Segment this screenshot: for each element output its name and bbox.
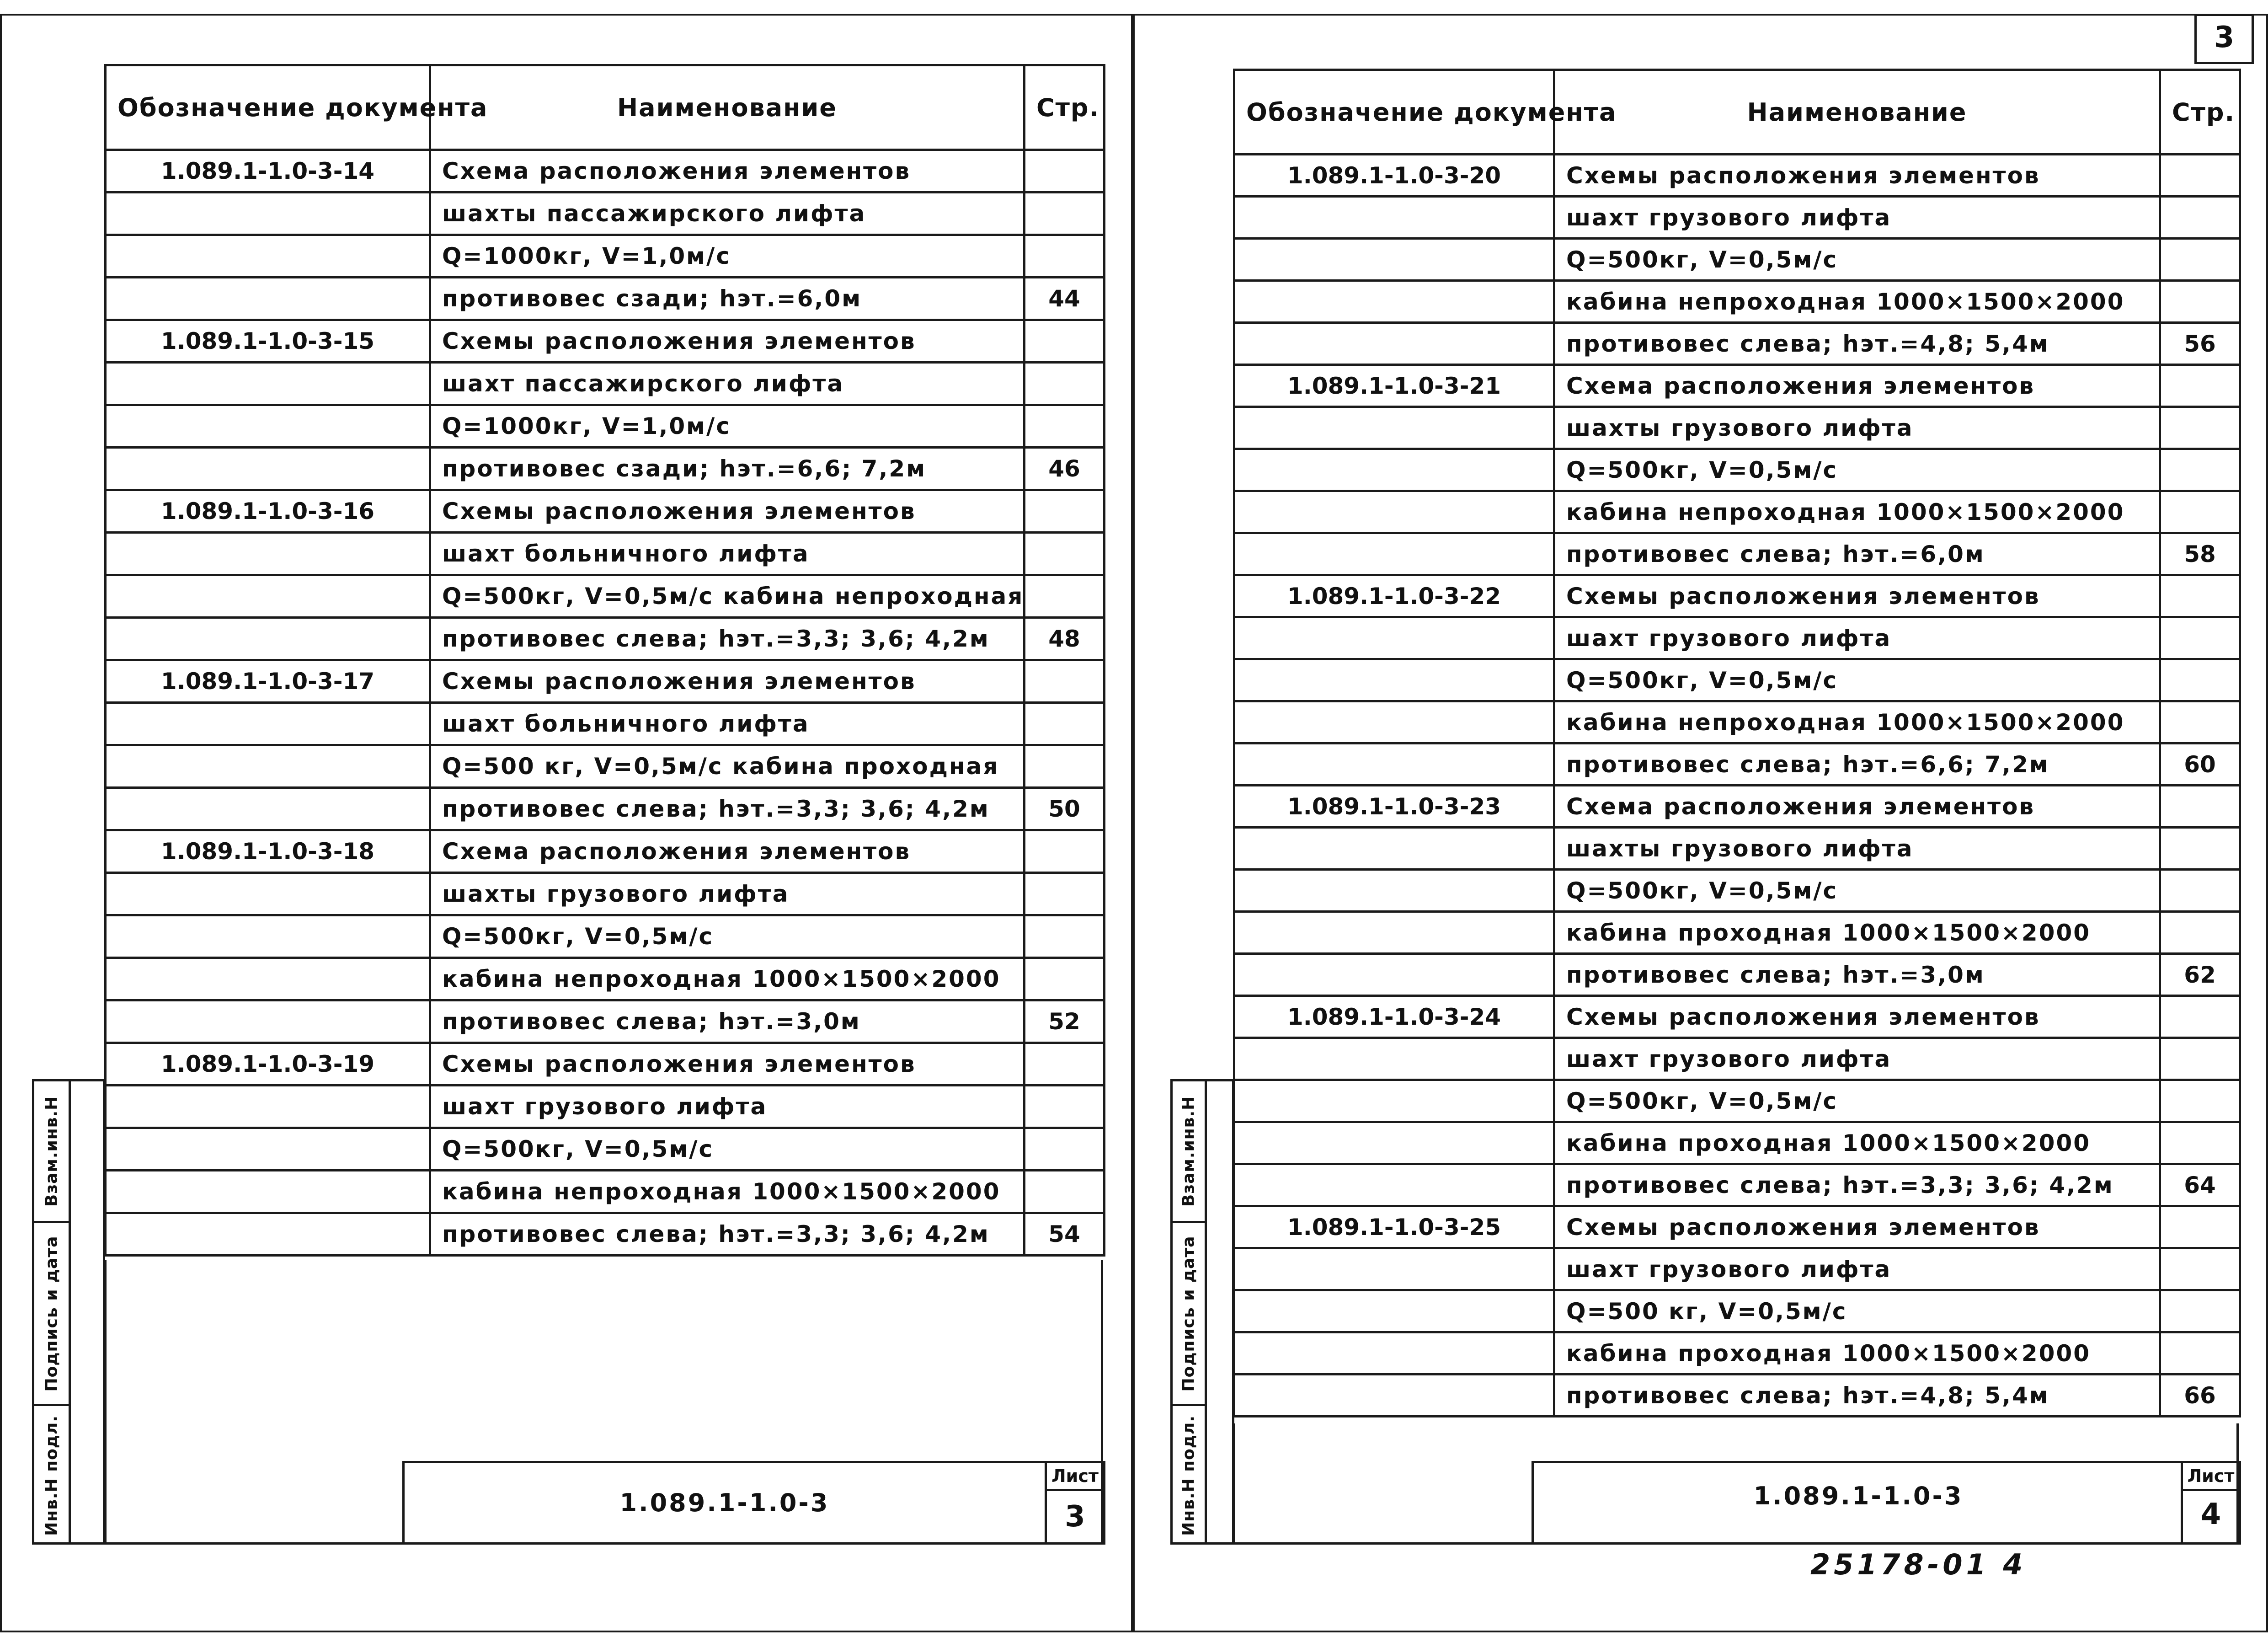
- row-page: [1025, 958, 1105, 1000]
- row-name: шахт больничного лифта: [430, 533, 1025, 575]
- row-doc-designation: [1234, 407, 1554, 449]
- row-doc-designation: [106, 788, 430, 830]
- row-page: [2160, 491, 2240, 533]
- row-doc-designation: [106, 575, 430, 618]
- row-page: [2160, 155, 2240, 197]
- row-name: противовес слева; hэт.=4,8; 5,4м: [1554, 323, 2160, 365]
- row-doc-designation: [106, 745, 430, 788]
- row-doc-designation: [1234, 239, 1554, 281]
- row-name: Q=500кг, V=0,5м/с: [430, 915, 1025, 958]
- row-name: противовес слева; hэт.=3,0м: [1554, 954, 2160, 996]
- table-row: [106, 873, 1105, 915]
- row-doc-designation: [1234, 323, 1554, 365]
- table-row: [106, 490, 1105, 533]
- row-page: 66: [2160, 1375, 2240, 1417]
- row-doc-designation: [1234, 1290, 1554, 1332]
- table-row: [1234, 575, 2240, 617]
- row-page: 54: [1025, 1213, 1105, 1256]
- row-doc-designation: [106, 703, 430, 745]
- row-name: Схемы расположения элементов: [430, 490, 1025, 533]
- row-name: Q=500кг, V=0,5м/с: [1554, 239, 2160, 281]
- row-doc-designation: [106, 1086, 430, 1128]
- row-doc-designation: [106, 1128, 430, 1171]
- table-row: [106, 1171, 1105, 1213]
- row-doc-designation: [106, 193, 430, 235]
- row-name: Схемы расположения элементов: [430, 1043, 1025, 1086]
- header-name: Наименование: [1554, 70, 2160, 155]
- row-doc-designation: [1234, 281, 1554, 323]
- side-label-ref: Взам.инв.Н: [42, 1096, 61, 1207]
- table-row: [1234, 1206, 2240, 1248]
- table-row: [1234, 323, 2240, 365]
- row-doc-designation: 1.089.1-1.0-3-22: [1234, 575, 1554, 617]
- left-sheet-label: Лист: [1047, 1466, 1103, 1491]
- row-page: [2160, 197, 2240, 239]
- row-doc-designation: 1.089.1-1.0-3-18: [106, 830, 430, 873]
- row-doc-designation: [106, 1171, 430, 1213]
- row-name: противовес слева; hэт.=6,0м: [1554, 533, 2160, 575]
- table-row: [106, 405, 1105, 448]
- table-row: [106, 1128, 1105, 1171]
- row-name: Схемы расположения элементов: [1554, 1206, 2160, 1248]
- table-row: [1234, 491, 2240, 533]
- row-doc-designation: [1234, 1248, 1554, 1290]
- table-row: [1234, 1080, 2240, 1122]
- row-page: [1025, 363, 1105, 405]
- table-row: [1234, 912, 2240, 954]
- row-page: [2160, 449, 2240, 491]
- right-contents-table: [1233, 69, 2241, 1417]
- row-name: противовес сзади; hэт.=6,0м: [430, 278, 1025, 320]
- row-doc-designation: [1234, 828, 1554, 870]
- row-page: [2160, 1038, 2240, 1080]
- row-name: шахт пассажирского лифта: [430, 363, 1025, 405]
- row-page: [2160, 239, 2240, 281]
- row-doc-designation: [1234, 1038, 1554, 1080]
- row-doc-designation: [1234, 617, 1554, 659]
- table-row: [106, 150, 1105, 193]
- row-page: [1025, 745, 1105, 788]
- left-title-code: 1.089.1-1.0-3: [619, 1488, 830, 1517]
- row-name: Q=500 кг, V=0,5м/с кабина проходная: [430, 745, 1025, 788]
- row-doc-designation: [106, 533, 430, 575]
- table-row: [1234, 407, 2240, 449]
- row-page: [1025, 1086, 1105, 1128]
- row-name: кабина непроходная 1000×1500×2000: [430, 1171, 1025, 1213]
- table-row: [106, 1213, 1105, 1256]
- row-name: Схема расположения элементов: [430, 830, 1025, 873]
- row-doc-designation: [1234, 449, 1554, 491]
- row-doc-designation: [1234, 1122, 1554, 1164]
- table-row: [1234, 996, 2240, 1038]
- row-page: [2160, 786, 2240, 828]
- table-row: [1234, 239, 2240, 281]
- row-page: [2160, 1080, 2240, 1122]
- row-name: Q=500кг, V=0,5м/с: [1554, 870, 2160, 912]
- row-page: 64: [2160, 1164, 2240, 1206]
- row-doc-designation: 1.089.1-1.0-3-16: [106, 490, 430, 533]
- row-name: Схемы расположения элементов: [430, 320, 1025, 363]
- row-doc-designation: [1234, 533, 1554, 575]
- table-row: [106, 703, 1105, 745]
- row-name: Q=500кг, V=0,5м/с: [1554, 659, 2160, 701]
- row-name: Схемы расположения элементов: [430, 660, 1025, 703]
- row-name: Схемы расположения элементов: [1554, 575, 2160, 617]
- row-name: шахт грузового лифта: [1554, 1038, 2160, 1080]
- row-doc-designation: 1.089.1-1.0-3-24: [1234, 996, 1554, 1038]
- row-name: Схемы расположения элементов: [1554, 996, 2160, 1038]
- row-doc-designation: [1234, 1164, 1554, 1206]
- table-row: [106, 1043, 1105, 1086]
- row-page: [2160, 407, 2240, 449]
- row-page: [2160, 1290, 2240, 1332]
- row-name: шахт больничного лифта: [430, 703, 1025, 745]
- table-row: [1234, 659, 2240, 701]
- row-name: противовес слева; hэт.=3,3; 3,6; 4,2м: [430, 788, 1025, 830]
- table-row: [1234, 1248, 2240, 1290]
- side-cell-sign: [34, 1221, 71, 1404]
- side-cell-orig: [34, 1404, 71, 1545]
- row-page: [2160, 1248, 2240, 1290]
- row-page: [1025, 150, 1105, 193]
- row-page: [2160, 828, 2240, 870]
- table-row: [106, 193, 1105, 235]
- row-name: Схема расположения элементов: [1554, 786, 2160, 828]
- row-page: 46: [1025, 448, 1105, 490]
- table-row: [106, 660, 1105, 703]
- row-page: [1025, 235, 1105, 278]
- row-name: кабина непроходная 1000×1500×2000: [1554, 701, 2160, 743]
- row-doc-designation: 1.089.1-1.0-3-25: [1234, 1206, 1554, 1248]
- row-doc-designation: [1234, 659, 1554, 701]
- row-name: Q=1000кг, V=1,0м/с: [430, 405, 1025, 448]
- row-doc-designation: 1.089.1-1.0-3-14: [106, 150, 430, 193]
- row-name: шахт грузового лифта: [430, 1086, 1025, 1128]
- right-sheet-label: Лист: [2183, 1466, 2239, 1491]
- row-page: [2160, 701, 2240, 743]
- table-row: [106, 320, 1105, 363]
- table-row: [106, 830, 1105, 873]
- row-name: шахты грузового лифта: [1554, 407, 2160, 449]
- table-row: [106, 915, 1105, 958]
- table-row: [1234, 449, 2240, 491]
- header-page: Стр.: [2160, 70, 2240, 155]
- row-name: противовес слева; hэт.=6,6; 7,2м: [1554, 743, 2160, 786]
- table-row: [1234, 701, 2240, 743]
- row-page: [1025, 405, 1105, 448]
- row-doc-designation: 1.089.1-1.0-3-20: [1234, 155, 1554, 197]
- table-row: [106, 363, 1105, 405]
- row-name: кабина проходная 1000×1500×2000: [1554, 912, 2160, 954]
- left-table-body: [106, 150, 1105, 1256]
- row-doc-designation: [1234, 491, 1554, 533]
- table-row: [1234, 197, 2240, 239]
- row-page: 52: [1025, 1000, 1105, 1043]
- table-row: [1234, 1164, 2240, 1206]
- row-page: 44: [1025, 278, 1105, 320]
- row-page: [1025, 830, 1105, 873]
- right-table-body: [1234, 155, 2240, 1417]
- table-row: [106, 448, 1105, 490]
- row-doc-designation: 1.089.1-1.0-3-19: [106, 1043, 430, 1086]
- row-doc-designation: [106, 1213, 430, 1256]
- table-row: [1234, 1375, 2240, 1417]
- row-name: кабина непроходная 1000×1500×2000: [430, 958, 1025, 1000]
- row-page: [1025, 320, 1105, 363]
- right-sheet-box: [2181, 1461, 2241, 1545]
- row-page: [2160, 870, 2240, 912]
- row-name: Схема расположения элементов: [1554, 365, 2160, 407]
- table-row: [1234, 281, 2240, 323]
- row-name: кабина непроходная 1000×1500×2000: [1554, 491, 2160, 533]
- row-page: [2160, 281, 2240, 323]
- row-name: Схема расположения элементов: [430, 150, 1025, 193]
- table-row: [1234, 533, 2240, 575]
- right-side-stamp-column: [1170, 1079, 1234, 1545]
- table-row: [1234, 155, 2240, 197]
- row-name: Q=500кг, V=0,5м/с: [1554, 1080, 2160, 1122]
- row-name: противовес слева; hэт.=4,8; 5,4м: [1554, 1375, 2160, 1417]
- archive-stamp: 25178-01 4: [1810, 1548, 2027, 1581]
- right-sheet-number: 4: [2200, 1498, 2221, 1531]
- row-doc-designation: [106, 405, 430, 448]
- table-row: [106, 958, 1105, 1000]
- row-doc-designation: [1234, 870, 1554, 912]
- table-row: [1234, 1038, 2240, 1080]
- table-row: [1234, 743, 2240, 786]
- table-row: [1234, 365, 2240, 407]
- table-row: [106, 235, 1105, 278]
- row-page: 50: [1025, 788, 1105, 830]
- row-doc-designation: [1234, 954, 1554, 996]
- row-page: [1025, 490, 1105, 533]
- row-doc-designation: [106, 448, 430, 490]
- row-name: Q=500кг, V=0,5м/с кабина непроходная: [430, 575, 1025, 618]
- row-page: 48: [1025, 618, 1105, 660]
- row-name: противовес слева; hэт.=3,0м: [430, 1000, 1025, 1043]
- left-title-block: [402, 1461, 1103, 1545]
- header-page: Стр.: [1025, 65, 1105, 150]
- right-title-block: [1532, 1461, 2239, 1545]
- row-name: Q=500кг, V=0,5м/с: [430, 1128, 1025, 1171]
- row-name: шахты грузового лифта: [1554, 828, 2160, 870]
- side-label-ref: Взам.инв.Н: [1179, 1096, 1198, 1207]
- row-doc-designation: [1234, 912, 1554, 954]
- table-row: [1234, 786, 2240, 828]
- row-name: противовес слева; hэт.=3,3; 3,6; 4,2м: [1554, 1164, 2160, 1206]
- table-row: [1234, 1290, 2240, 1332]
- left-contents-table: [104, 64, 1105, 1257]
- row-name: противовес сзади; hэт.=6,6; 7,2м: [430, 448, 1025, 490]
- row-doc-designation: [106, 618, 430, 660]
- row-page: [2160, 575, 2240, 617]
- table-row: [1234, 1122, 2240, 1164]
- corner-sheet-box: [2194, 14, 2254, 64]
- side-label-orig: Инв.Н подл.: [42, 1415, 61, 1536]
- side-label-sign: Подпись и дата: [1179, 1236, 1198, 1391]
- left-side-stamp-column: [32, 1079, 105, 1545]
- header-doc-designation: Обозначение документа: [1234, 70, 1554, 155]
- row-name: шахты пассажирского лифта: [430, 193, 1025, 235]
- header-name: Наименование: [430, 65, 1025, 150]
- row-name: противовес слева; hэт.=3,3; 3,6; 4,2м: [430, 618, 1025, 660]
- row-name: Q=500 кг, V=0,5м/с: [1554, 1290, 2160, 1332]
- side-label-sign: Подпись и дата: [42, 1236, 61, 1391]
- table-row: [106, 1086, 1105, 1128]
- row-doc-designation: [1234, 743, 1554, 786]
- row-page: [2160, 659, 2240, 701]
- row-page: [1025, 533, 1105, 575]
- row-page: [2160, 912, 2240, 954]
- row-page: [1025, 1043, 1105, 1086]
- row-name: кабина проходная 1000×1500×2000: [1554, 1332, 2160, 1375]
- row-doc-designation: [1234, 701, 1554, 743]
- right-title-code: 1.089.1-1.0-3: [1753, 1482, 1964, 1510]
- table-row: [106, 1000, 1105, 1043]
- row-page: [1025, 703, 1105, 745]
- table-row: [106, 745, 1105, 788]
- row-doc-designation: 1.089.1-1.0-3-15: [106, 320, 430, 363]
- row-name: шахт грузового лифта: [1554, 617, 2160, 659]
- side-cell-sign: [1173, 1221, 1207, 1404]
- side-cell-ref: [1173, 1081, 1207, 1221]
- row-page: 58: [2160, 533, 2240, 575]
- row-doc-designation: [1234, 1375, 1554, 1417]
- row-page: [2160, 996, 2240, 1038]
- row-doc-designation: [106, 278, 430, 320]
- row-doc-designation: [106, 915, 430, 958]
- table-row: [106, 788, 1105, 830]
- corner-sheet-number: 3: [2214, 21, 2235, 54]
- row-page: 60: [2160, 743, 2240, 786]
- side-cell-ref: [34, 1081, 71, 1221]
- row-page: [1025, 915, 1105, 958]
- row-page: [1025, 660, 1105, 703]
- row-page: [1025, 1171, 1105, 1213]
- row-name: Q=500кг, V=0,5м/с: [1554, 449, 2160, 491]
- side-cell-orig: [1173, 1404, 1207, 1545]
- row-name: Схемы расположения элементов: [1554, 155, 2160, 197]
- row-page: [2160, 365, 2240, 407]
- row-doc-designation: 1.089.1-1.0-3-23: [1234, 786, 1554, 828]
- row-page: [2160, 1332, 2240, 1375]
- row-page: [2160, 1206, 2240, 1248]
- row-page: 56: [2160, 323, 2240, 365]
- row-name: кабина непроходная 1000×1500×2000: [1554, 281, 2160, 323]
- row-page: [1025, 1128, 1105, 1171]
- row-page: [2160, 1122, 2240, 1164]
- row-page: 62: [2160, 954, 2240, 996]
- table-row: [106, 575, 1105, 618]
- row-doc-designation: [106, 873, 430, 915]
- table-row: [106, 533, 1105, 575]
- row-doc-designation: 1.089.1-1.0-3-17: [106, 660, 430, 703]
- row-name: шахт грузового лифта: [1554, 1248, 2160, 1290]
- row-name: противовес слева; hэт.=3,3; 3,6; 4,2м: [430, 1213, 1025, 1256]
- table-row: [1234, 617, 2240, 659]
- row-name: Q=1000кг, V=1,0м/с: [430, 235, 1025, 278]
- table-row: [1234, 1332, 2240, 1375]
- row-doc-designation: [106, 235, 430, 278]
- row-name: кабина проходная 1000×1500×2000: [1554, 1122, 2160, 1164]
- row-page: [1025, 193, 1105, 235]
- row-doc-designation: [1234, 1080, 1554, 1122]
- row-doc-designation: [106, 958, 430, 1000]
- row-page: [1025, 575, 1105, 618]
- row-doc-designation: [1234, 1332, 1554, 1375]
- table-row: [106, 618, 1105, 660]
- row-doc-designation: [1234, 197, 1554, 239]
- row-page: [2160, 617, 2240, 659]
- table-row: [106, 278, 1105, 320]
- row-name: шахт грузового лифта: [1554, 197, 2160, 239]
- table-row: [1234, 954, 2240, 996]
- left-sheet-number: 3: [1065, 1500, 1085, 1534]
- left-sheet-box: [1045, 1461, 1105, 1545]
- row-doc-designation: [106, 1000, 430, 1043]
- row-page: [1025, 873, 1105, 915]
- table-row: [1234, 870, 2240, 912]
- table-row: [1234, 828, 2240, 870]
- side-label-orig: Инв.Н подл.: [1179, 1415, 1198, 1536]
- row-doc-designation: [106, 363, 430, 405]
- row-doc-designation: 1.089.1-1.0-3-21: [1234, 365, 1554, 407]
- row-name: шахты грузового лифта: [430, 873, 1025, 915]
- header-doc-designation: Обозначение документа: [106, 65, 430, 150]
